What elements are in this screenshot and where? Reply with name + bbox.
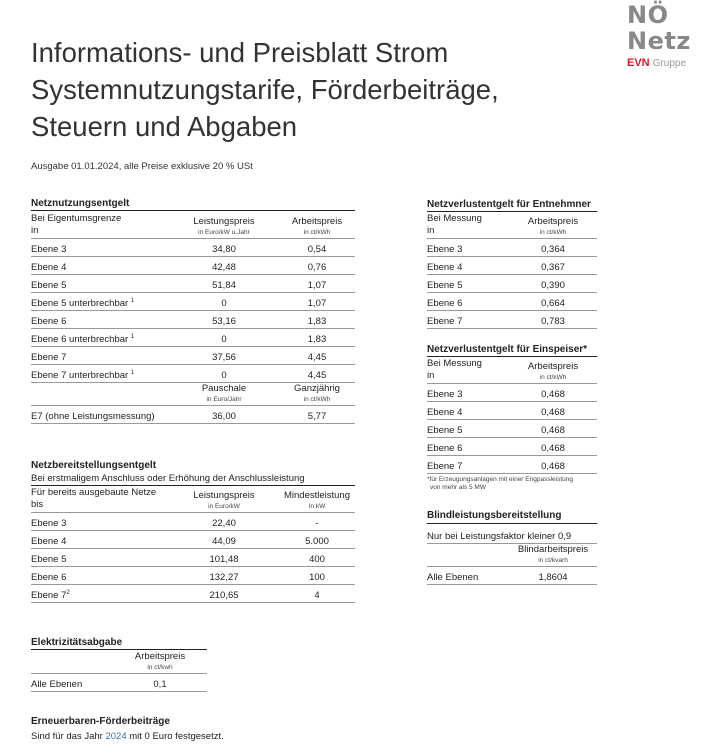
row-label: Ebene 4 bbox=[427, 257, 509, 275]
row-label: Ebene 6 bbox=[427, 438, 509, 456]
row-label: Alle Ebenen bbox=[427, 567, 509, 585]
table-row bbox=[31, 293, 355, 311]
table-header-row bbox=[31, 213, 355, 239]
cell-leistungspreis: 37,56 bbox=[169, 347, 279, 365]
table-row bbox=[427, 402, 597, 420]
cell-leistungspreis: 0 bbox=[169, 293, 279, 311]
table-row bbox=[31, 567, 355, 585]
row-label: Ebene 6 unterbrechbar $^1$ bbox=[31, 329, 169, 347]
logo-brand bbox=[627, 57, 686, 69]
col-header-arbeitspreis: Arbeitspreis in ct/kWh bbox=[509, 358, 597, 384]
row-label: Ebene 5 unterbrechbar $^1$ bbox=[31, 293, 169, 311]
row-label: Ebene 3 bbox=[31, 513, 169, 531]
netzbereitstellung-note: Bei erstmaligem Anschluss oder Erhöhung der Anschlussleistung bbox=[31, 473, 355, 486]
row-label: E7 (ohne Leistungsmessung) bbox=[31, 406, 169, 424]
col-header-netze: Für bereits ausgebaute Netze bis bbox=[31, 487, 169, 513]
table-row bbox=[427, 567, 597, 585]
section-title-netznutzung: Netznutzungsentgelt bbox=[31, 198, 355, 211]
cell-arbeitspreis: 0,468 bbox=[509, 438, 597, 456]
table-row bbox=[427, 311, 597, 329]
cell-arbeitspreis: 0,76 bbox=[279, 257, 355, 275]
table-row bbox=[31, 674, 207, 692]
cell-leistungspreis: 0 bbox=[169, 329, 279, 347]
row-label: Ebene 3 bbox=[427, 239, 509, 257]
col-header-leistungspreis: Leistungspreis in Euro/kW u.Jahr bbox=[169, 213, 279, 239]
section-title-blindleistung: Blindleistungsbereitstellung bbox=[427, 510, 597, 524]
cell-leistungspreis: 101,48 bbox=[169, 549, 279, 567]
cell-arbeitspreis: 1,83 bbox=[279, 311, 355, 329]
cell-leistungspreis: 0 bbox=[169, 365, 279, 383]
cell-arbeitspreis: 1,07 bbox=[279, 275, 355, 293]
table-header-row bbox=[427, 358, 597, 384]
col-header-leistungspreis: Leistungspreis in Euro/kW bbox=[169, 487, 279, 513]
col-header-ganzjaehrig: Ganzjährig in ct/kWh bbox=[279, 383, 355, 406]
section-title-erneuerbaren: Erneuerbaren-Förderbeiträge bbox=[31, 716, 170, 727]
row-label: Ebene 6 bbox=[31, 311, 169, 329]
table-row bbox=[31, 275, 355, 293]
cell-leistungspreis: 44,09 bbox=[169, 531, 279, 549]
cell-arbeitspreis: 4,45 bbox=[279, 347, 355, 365]
cell-arbeitspreis: 0,54 bbox=[279, 239, 355, 257]
einspeiser-footnote bbox=[427, 476, 573, 492]
table-row bbox=[31, 531, 355, 549]
table-row bbox=[427, 257, 597, 275]
col-header-pauschale: Pauschale in Euro/Jahr bbox=[169, 383, 279, 406]
cell-mindestleistung: 400 bbox=[279, 549, 355, 567]
erneuerbaren-text bbox=[31, 731, 224, 742]
table-row bbox=[427, 456, 597, 474]
table-row bbox=[31, 513, 355, 531]
section-title-verlust-entnehmer: Netzverlustentgelt für Entnehmner bbox=[427, 199, 597, 212]
cell-arbeitspreis: 1,83 bbox=[279, 329, 355, 347]
section-title-netzbereitstellung: Netzbereitstellungsentgelt bbox=[31, 460, 157, 471]
cell-arbeitspreis: 0,367 bbox=[509, 257, 597, 275]
cell-mindestleistung: - bbox=[279, 513, 355, 531]
row-label: Ebene 5 bbox=[31, 275, 169, 293]
cell-leistungspreis: 53,16 bbox=[169, 311, 279, 329]
section-title-elektrizitaetsabgabe: Elektrizitätsabgabe bbox=[31, 637, 207, 650]
netzbereitstellung-table bbox=[31, 487, 355, 603]
col-header-messung: Bei Messung in bbox=[427, 358, 509, 384]
table-row bbox=[31, 311, 355, 329]
col-header-mindestleistung: Mindestleistung In kW bbox=[279, 487, 355, 513]
blindleistung-note: Nur bei Leistungsfaktor kleiner 0,9 bbox=[427, 526, 597, 544]
row-label: Ebene 5 bbox=[427, 275, 509, 293]
table-header-row bbox=[427, 544, 597, 567]
cell-mindestleistung: 100 bbox=[279, 567, 355, 585]
cell-arbeitspreis: 0,1 bbox=[113, 674, 207, 692]
table-row bbox=[31, 329, 355, 347]
row-label: Ebene 7 bbox=[31, 347, 169, 365]
erneuerbaren-year: 2024 bbox=[105, 731, 127, 742]
col-header-arbeitspreis: Arbeitspreis in ct/kWh bbox=[509, 213, 597, 239]
cell-mindestleistung: 5.000 bbox=[279, 531, 355, 549]
logo-line-1: NÖ bbox=[627, 1, 669, 29]
row-label: Ebene 5 bbox=[427, 420, 509, 438]
row-label: Ebene 4 bbox=[31, 531, 169, 549]
blindleistung-table bbox=[427, 526, 597, 585]
page-title bbox=[31, 34, 499, 145]
row-label: Ebene 7 bbox=[427, 311, 509, 329]
table-subheader-row bbox=[31, 383, 355, 406]
title-line-2: Systemnutzungstarife, Förderbeiträge, bbox=[31, 74, 499, 105]
table-header-row bbox=[31, 651, 207, 674]
section-title-verlust-einspeiser: Netzverlustentgelt für Einspeiser* bbox=[427, 344, 597, 357]
cell-arbeitspreis: 0,468 bbox=[509, 402, 597, 420]
verlust-entnehmer-table bbox=[427, 213, 597, 329]
erneuerbaren-text-post: mit 0 Euro festgesetzt. bbox=[129, 731, 224, 742]
logo-line-2: Netz bbox=[627, 27, 691, 55]
table-row bbox=[427, 384, 597, 402]
cell-arbeitspreis: 0,783 bbox=[509, 311, 597, 329]
cell-arbeitspreis: 4,45 bbox=[279, 365, 355, 383]
row-label: Ebene 7 unterbrechbar $^1$ bbox=[31, 365, 169, 383]
logo-brand-evn: EVN bbox=[627, 57, 650, 69]
col-header-messung: Bei Messung in bbox=[427, 213, 509, 239]
footnote-marker: 1 bbox=[130, 369, 135, 376]
col-header-eigentumsgrenze: Bei Eigentumsgrenze in bbox=[31, 213, 169, 239]
cell-arbeitspreis: 0,468 bbox=[509, 456, 597, 474]
table-row bbox=[427, 239, 597, 257]
table-row bbox=[31, 406, 355, 424]
title-line-3: Steuern und Abgaben bbox=[31, 111, 298, 142]
cell-leistungspreis: 42,48 bbox=[169, 257, 279, 275]
cell-arbeitspreis: 1,07 bbox=[279, 293, 355, 311]
row-label: Alle Ebenen bbox=[31, 674, 113, 692]
table-row bbox=[427, 526, 597, 544]
table-row bbox=[31, 239, 355, 257]
cell-pauschale: 36,00 bbox=[169, 406, 279, 424]
cell-leistungspreis: 132,27 bbox=[169, 567, 279, 585]
table-header-row bbox=[427, 213, 597, 239]
table-row bbox=[31, 365, 355, 383]
table-row bbox=[427, 275, 597, 293]
cell-leistungspreis: 22,40 bbox=[169, 513, 279, 531]
noe-netz-logo bbox=[622, 0, 697, 75]
row-label: Ebene 3 bbox=[427, 384, 509, 402]
cell-arbeitspreis: 0,390 bbox=[509, 275, 597, 293]
table-header-row bbox=[31, 487, 355, 513]
row-label: Ebene 6 bbox=[427, 293, 509, 311]
col-header-arbeitspreis: Arbeitspreis in ct/kwh bbox=[113, 651, 207, 674]
col-header-arbeitspreis: Arbeitspreis in ct/kWh bbox=[279, 213, 355, 239]
title-line-1: Informations- und Preisblatt Strom bbox=[31, 37, 449, 68]
cell-leistungspreis: 210,65 bbox=[169, 585, 279, 603]
table-row bbox=[31, 549, 355, 567]
cell-arbeitspreis: 0,364 bbox=[509, 239, 597, 257]
verlust-einspeiser-table bbox=[427, 358, 597, 474]
netznutzung-table bbox=[31, 213, 355, 424]
cell-blindarbeitspreis: 1,8604 bbox=[509, 567, 597, 585]
table-row bbox=[31, 347, 355, 365]
footnote-line-1: *für Erzeugungsanlagen mit einer Engpassleistung bbox=[427, 476, 573, 483]
cell-leistungspreis: 34,80 bbox=[169, 239, 279, 257]
table-row bbox=[31, 585, 355, 603]
row-label: Ebene 4 bbox=[427, 402, 509, 420]
cell-arbeitspreis: 0,664 bbox=[509, 293, 597, 311]
row-label: Ebene 5 bbox=[31, 549, 169, 567]
cell-ganzjaehrig: 5,77 bbox=[279, 406, 355, 424]
cell-leistungspreis: 51,84 bbox=[169, 275, 279, 293]
elektrizitaetsabgabe-table bbox=[31, 651, 207, 692]
cell-arbeitspreis: 0,468 bbox=[509, 384, 597, 402]
footnote-marker: 1 bbox=[130, 333, 135, 340]
edition-subtitle: Ausgabe 01.01.2024, alle Preise exklusive 20 % USt bbox=[31, 161, 253, 172]
table-row bbox=[31, 257, 355, 275]
erneuerbaren-text-pre: Sind für das Jahr bbox=[31, 731, 103, 742]
col-header-blindarbeitspreis: Blindarbeitspreis in ct/kvarh bbox=[509, 544, 597, 567]
footnote-marker: 1 bbox=[130, 297, 135, 304]
footnote-line-2: von mehr als 5 MW bbox=[430, 484, 486, 491]
row-label: Ebene 6 bbox=[31, 567, 169, 585]
row-label: Ebene 3 bbox=[31, 239, 169, 257]
footnote-marker: 2 bbox=[66, 589, 70, 596]
row-label: Ebene 7 bbox=[427, 456, 509, 474]
logo-brand-group: Gruppe bbox=[652, 58, 687, 69]
row-label: Ebene $7^2$ bbox=[31, 585, 169, 603]
table-row bbox=[427, 293, 597, 311]
cell-arbeitspreis: 0,468 bbox=[509, 420, 597, 438]
cell-mindestleistung: 4 bbox=[279, 585, 355, 603]
row-label: Ebene 4 bbox=[31, 257, 169, 275]
table-row bbox=[427, 420, 597, 438]
table-row bbox=[427, 438, 597, 456]
